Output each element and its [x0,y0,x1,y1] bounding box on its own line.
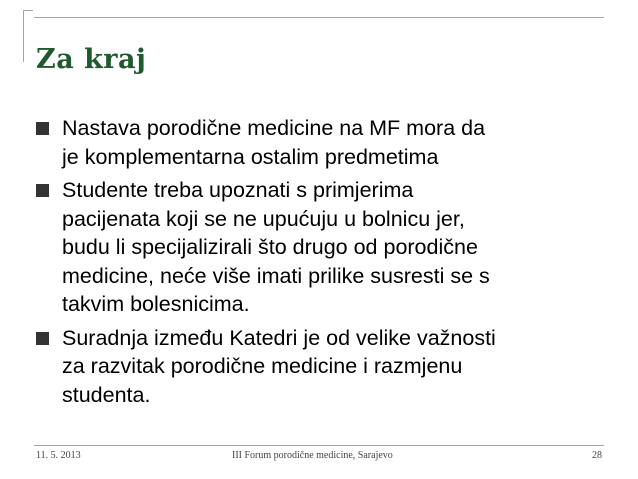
frame-left-rule [23,10,24,62]
bullet-line: studenta. [62,382,151,407]
bullet-line: Suradnja između Katedri je od velike važnosti [62,325,496,350]
footer-event-name: III Forum porodične medicine, Sarajevo [232,450,393,461]
bullet-line: takvim bolesnicima. [62,292,250,316]
bullet-line: budu li specijalizirali što drugo od porodične [62,235,478,259]
slide-title: Za kraj [36,44,147,75]
bullet-line: medicine, neće više imati prilike susresti se s [62,263,490,288]
frame-corner-rule [23,10,33,11]
square-bullet-icon [36,184,49,197]
bullet-line: za razvitak porodične medicine i razmjenu [62,354,463,378]
footer-date: 11. 5. 2013 [36,450,81,461]
frame-top-rule [34,17,604,18]
bullet-line: Studente treba upoznati s primjerima [62,178,414,202]
bullet-line: je komplementarna ostalim predmetima [62,144,439,169]
bullet-line: pacijenata koji se ne upućuju u bolnicu jer, [62,206,465,231]
bullet-line: Nastava porodične medicine na MF mora da [62,116,486,140]
bullet-item-1 [36,114,616,171]
bullet-list [36,114,616,414]
page-number: 28 [592,450,602,461]
square-bullet-icon [36,122,49,135]
bullet-item-2 [36,176,616,319]
footer-rule [34,445,604,446]
square-bullet-icon [36,332,49,345]
bullet-item-3 [36,324,616,410]
